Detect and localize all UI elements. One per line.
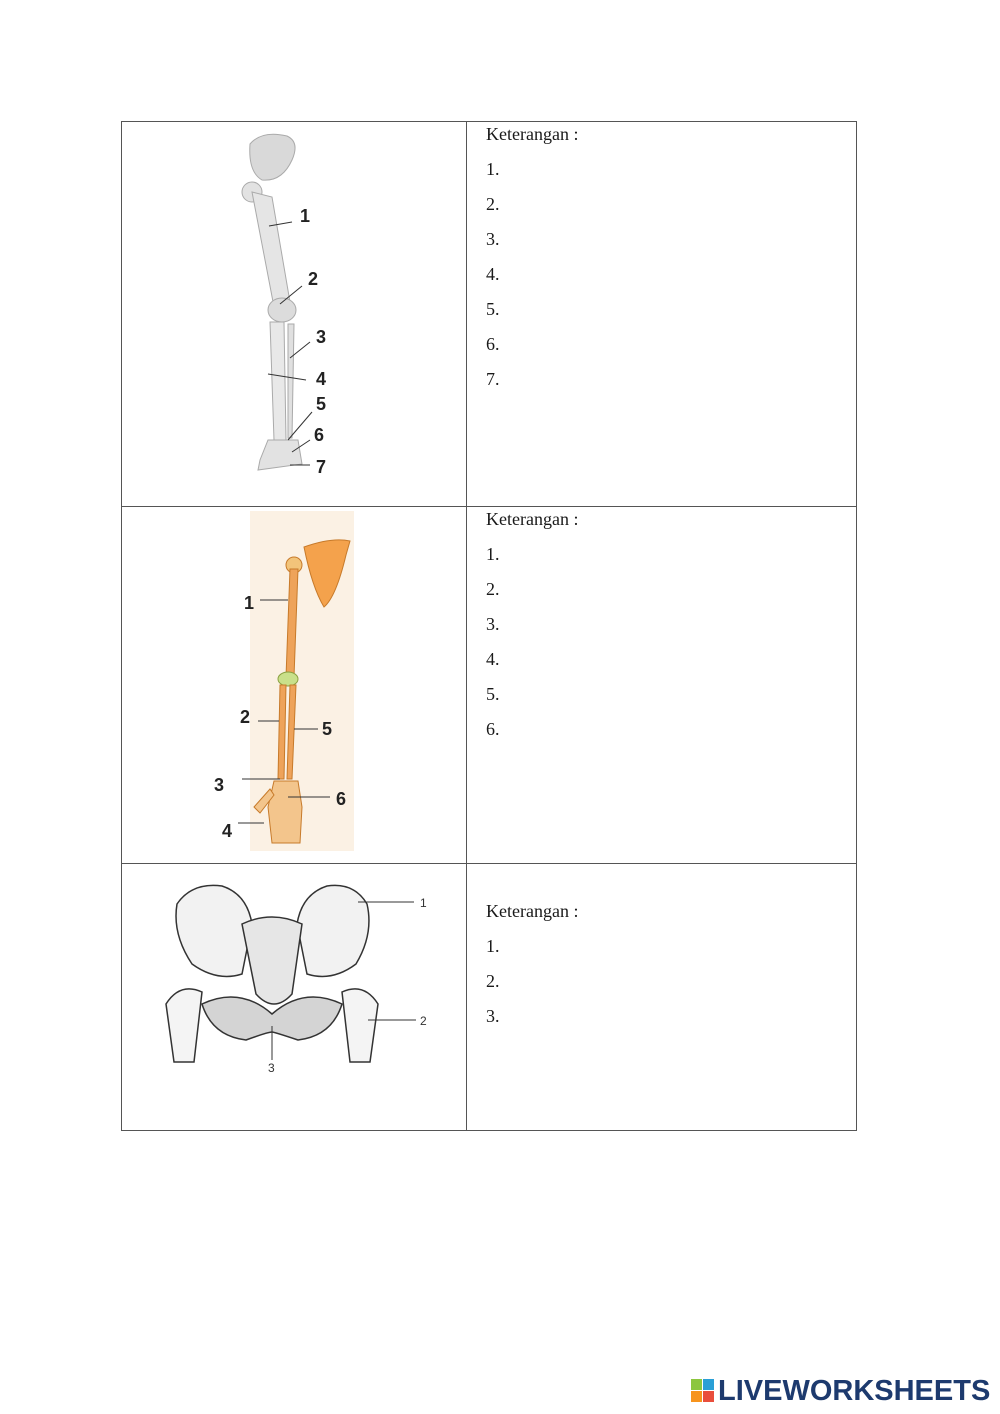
keterangan-cell-leg bbox=[467, 122, 857, 507]
table-row bbox=[122, 864, 857, 1131]
arm-label-1: 1 bbox=[244, 593, 255, 613]
list-item: 5. bbox=[486, 299, 500, 319]
arm-diagram-cell bbox=[122, 507, 467, 864]
keterangan-title: Keterangan : bbox=[486, 901, 579, 921]
leg-label-2: 2 bbox=[308, 269, 319, 289]
list-item: 1. bbox=[486, 159, 500, 179]
liveworksheets-logo-text: LIVEWORKSHEETS bbox=[718, 1374, 991, 1407]
arm-label-6: 6 bbox=[336, 789, 347, 809]
arm-label-2: 2 bbox=[240, 707, 251, 727]
leg-label-4: 4 bbox=[316, 369, 327, 389]
leg-diagram-cell bbox=[122, 122, 467, 507]
pelvis-label-2: 2 bbox=[420, 1014, 427, 1028]
liveworksheets-logo-icon bbox=[691, 1379, 715, 1403]
list-item: 1. bbox=[486, 936, 500, 956]
arm-skeleton-diagram bbox=[122, 507, 466, 863]
table-row bbox=[122, 507, 857, 864]
arm-label-3: 3 bbox=[214, 775, 225, 795]
pelvis-diagram-cell bbox=[122, 864, 467, 1131]
list-item: 4. bbox=[486, 264, 500, 284]
keterangan-list bbox=[477, 935, 856, 1027]
leg-label-3: 3 bbox=[316, 327, 327, 347]
leg-label-5: 5 bbox=[316, 394, 327, 414]
liveworksheets-logo bbox=[691, 1374, 990, 1408]
keterangan-cell-arm bbox=[467, 507, 857, 864]
keterangan-title: Keterangan : bbox=[486, 509, 579, 529]
list-item: 4. bbox=[486, 649, 500, 669]
list-item: 2. bbox=[486, 194, 500, 214]
list-item: 3. bbox=[486, 614, 500, 634]
list-item: 2. bbox=[486, 971, 500, 991]
leg-label-6: 6 bbox=[314, 425, 325, 445]
pelvis-label-3: 3 bbox=[268, 1061, 275, 1075]
keterangan-list bbox=[477, 543, 856, 740]
keterangan-cell-pelvis bbox=[467, 864, 857, 1131]
keterangan-list bbox=[477, 158, 856, 390]
list-item: 3. bbox=[486, 229, 500, 249]
list-item: 3. bbox=[486, 1006, 500, 1026]
table-row bbox=[122, 122, 857, 507]
pelvis-diagram bbox=[122, 864, 466, 1130]
list-item: 7. bbox=[486, 369, 500, 389]
worksheet-table bbox=[121, 121, 857, 1131]
list-item: 2. bbox=[486, 579, 500, 599]
list-item: 6. bbox=[486, 719, 500, 739]
arm-label-4: 4 bbox=[222, 821, 233, 841]
leg-label-7: 7 bbox=[316, 457, 327, 477]
keterangan-title: Keterangan : bbox=[486, 124, 579, 144]
leg-skeleton-diagram bbox=[122, 122, 466, 506]
list-item: 5. bbox=[486, 684, 500, 704]
arm-label-5: 5 bbox=[322, 719, 333, 739]
pelvis-label-1: 1 bbox=[420, 896, 427, 910]
leg-label-1: 1 bbox=[300, 206, 311, 226]
list-item: 1. bbox=[486, 544, 500, 564]
list-item: 6. bbox=[486, 334, 500, 354]
